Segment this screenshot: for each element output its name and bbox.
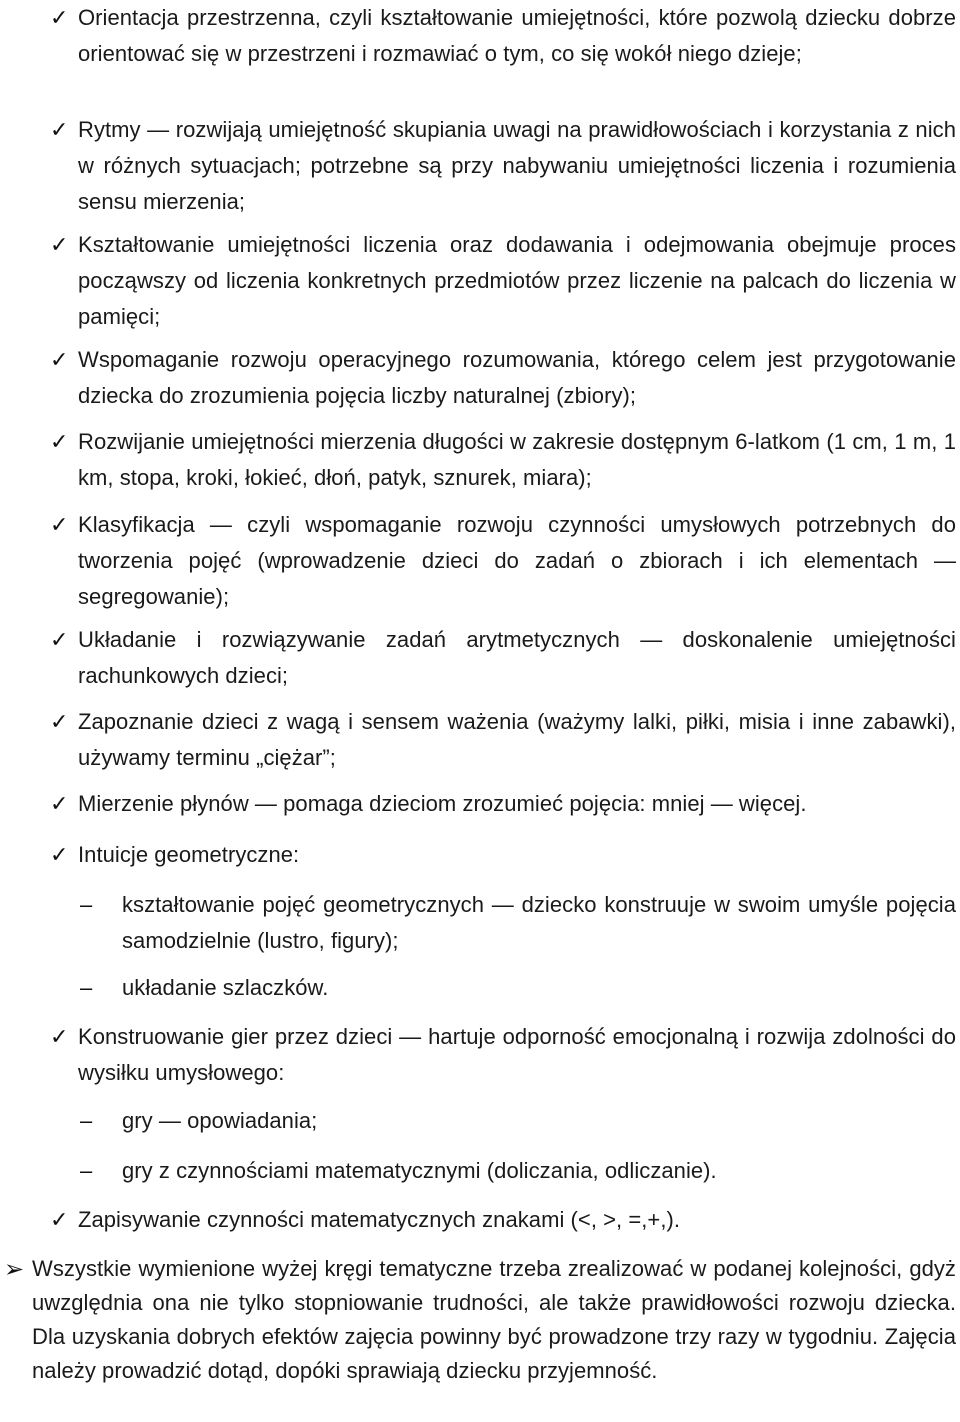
dash-bullet-icon: – xyxy=(80,975,93,1000)
checkmark-icon: ✓ xyxy=(50,1207,69,1232)
checkmark-icon: ✓ xyxy=(50,627,69,652)
list-item-text: Zapoznanie dzieci z wagą i sensem ważenia (ważymy lalki, piłki, misia i inne zabawki), używamy terminu „ciężar”; xyxy=(78,709,956,770)
dash-bullet-icon: – xyxy=(80,1158,93,1183)
list-item-text: Intuicje geometryczne: xyxy=(78,842,300,867)
dash-bullet-icon: – xyxy=(80,1108,93,1133)
list-item-text: Mierzenie płynów — pomaga dzieciom zrozumieć pojęcia: mniej — więcej. xyxy=(78,791,807,816)
list-item-text: Zapisywanie czynności matematycznych znakami (<, >, =,+,). xyxy=(78,1207,681,1232)
checkmark-icon: ✓ xyxy=(50,117,69,142)
list-item-text: Konstruowanie gier przez dzieci — hartuje odporność emocjonalną i rozwija zdolności do wysiłku umysłowego: xyxy=(78,1024,956,1085)
sub-list-item-text: gry z czynnościami matematycznymi (doliczania, odliczanie). xyxy=(122,1158,717,1183)
list-item-text: Rytmy — rozwijają umiejętność skupiania uwagi na prawidłowościach i korzystania z nich w różnych sytuacjach; potrzebne są przy nabywaniu umiejętności liczenia i rozumienia sensu mierzenia; xyxy=(78,117,956,214)
checkmark-icon: ✓ xyxy=(50,709,69,734)
closing-paragraph-text: Wszystkie wymienione wyżej kręgi tematyczne trzeba zrealizować w podanej kolejności, gdyż uwzględnia ona nie tylko stopniowanie trudności, ale także prawidłowości rozwoju dziecka. Dla uzyskania dobrych efektów zajęcia powinny być prowadzone trzy razy w tygodniu. Zajęcia należy prowadzić dotąd, dopóki sprawiają dziecku przyjemność. xyxy=(32,1256,956,1383)
checkmark-icon: ✓ xyxy=(50,5,69,30)
list-item-text: Kształtowanie umiejętności liczenia oraz dodawania i odejmowania obejmuje proces począwszy od liczenia konkretnych przedmiotów przez liczenie na palcach do liczenia w pamięci; xyxy=(78,232,956,329)
list-item-text: Orientacja przestrzenna, czyli kształtowanie umiejętności, które pozwolą dziecku dobrze orientować się w przestrzeni i rozmawiać o tym, co się wokół niego dzieje; xyxy=(78,5,956,66)
checkmark-icon: ✓ xyxy=(50,512,69,537)
arrow-bullet-icon: ➢ xyxy=(4,1256,25,1283)
checkmark-icon: ✓ xyxy=(50,347,69,372)
dash-bullet-icon: – xyxy=(80,892,93,917)
list-item-text: Klasyfikacja — czyli wspomaganie rozwoju czynności umysłowych potrzebnych do tworzenia pojęć (wprowadzenie dzieci do zadań o zbiorach i ich elementach — segregowanie); xyxy=(78,512,956,609)
list-item-text: Układanie i rozwiązywanie zadań arytmetycznych — doskonalenie umiejętności rachunkowych dzieci; xyxy=(78,627,956,688)
checkmark-icon: ✓ xyxy=(50,842,69,867)
checkmark-icon: ✓ xyxy=(50,791,69,816)
sub-list-item-text: układanie szlaczków. xyxy=(122,975,329,1000)
sub-list-item-text: kształtowanie pojęć geometrycznych — dziecko konstruuje w swoim umyśle pojęcia samodzielnie (lustro, figury); xyxy=(122,892,956,953)
list-item-text: Wspomaganie rozwoju operacyjnego rozumowania, którego celem jest przygotowanie dziecka do zrozumienia pojęcia liczby naturalnej (zbiory); xyxy=(78,347,956,408)
checkmark-icon: ✓ xyxy=(50,232,69,257)
sub-list-item-text: gry — opowiadania; xyxy=(122,1108,318,1133)
list-item-text: Rozwijanie umiejętności mierzenia długości w zakresie dostępnym 6-latkom (1 cm, 1 m, 1 km, stopa, kroki, łokieć, dłoń, patyk, sznurek, miara); xyxy=(78,429,956,490)
checkmark-icon: ✓ xyxy=(50,1024,69,1049)
checkmark-icon: ✓ xyxy=(50,429,69,454)
